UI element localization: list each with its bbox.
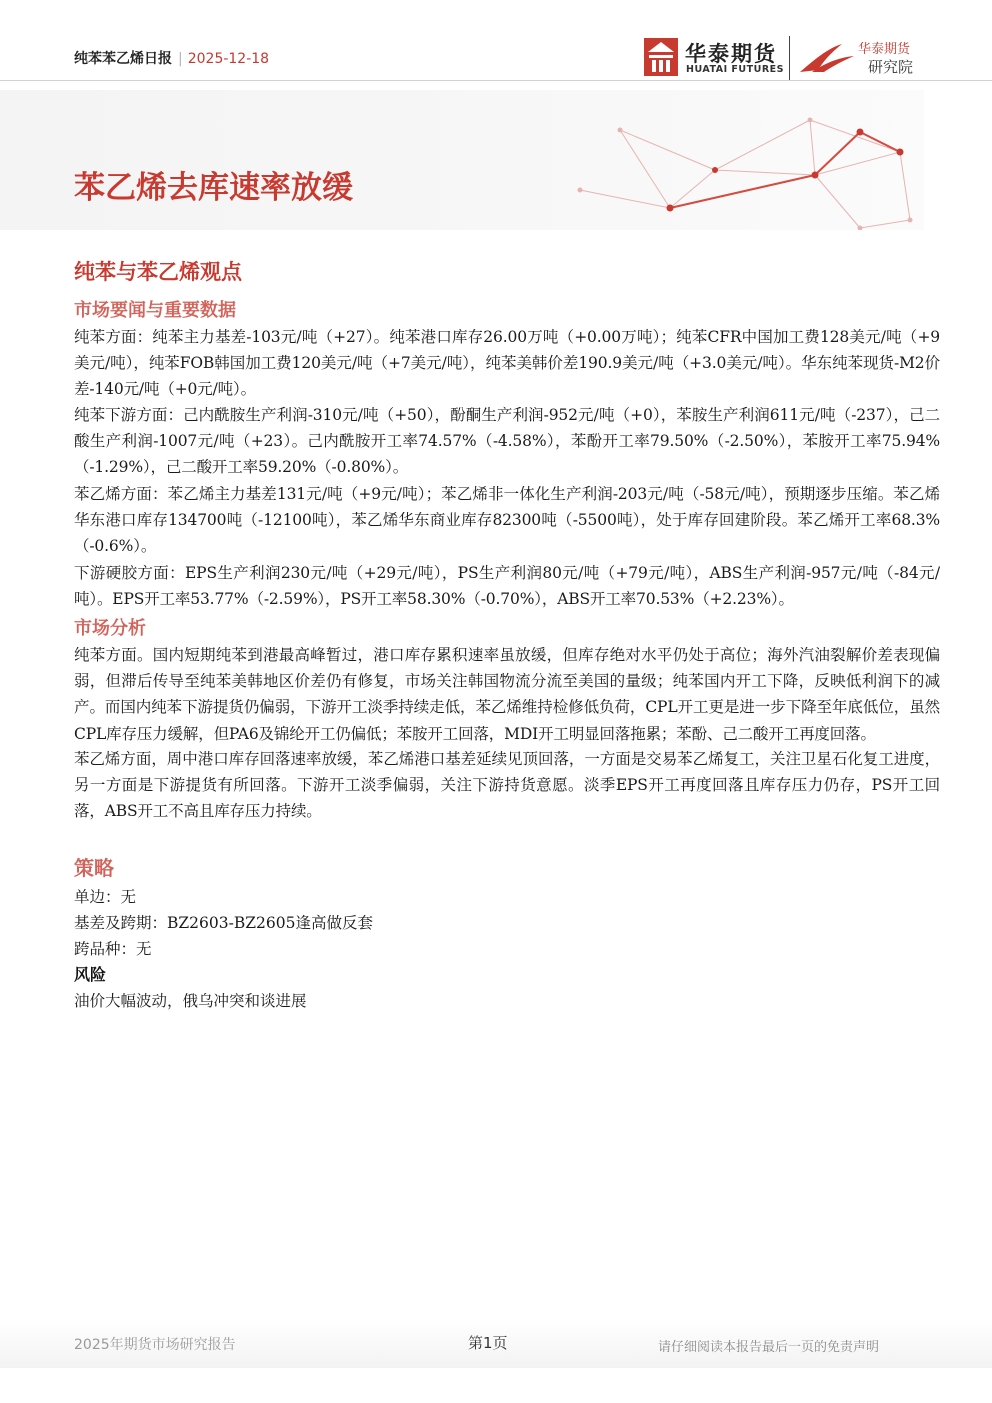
strategy-heading: 策略 xyxy=(74,856,114,880)
institute-name: 研究院 xyxy=(868,58,914,76)
news-downstream-plastics-paragraph: 下游硬胶方面：EPS生产利润230元/吨（+29元/吨），PS生产利润80元/吨（+79元/吨），ABS生产利润-957元/吨（-84元/吨）。EPS开工率53.77%（-2.59%），PS开工率58.30%（-0.70%），ABS开工率70.53%（+2.23%）。 xyxy=(74,564,940,609)
report-title: 苯乙烯去库速率放缓 xyxy=(74,170,353,206)
title-banner xyxy=(0,90,924,230)
analysis-benzene-paragraph: 纯苯方面。国内短期纯苯到港最高峰暂过，港口库存累积速率虽放缓，但库存绝对水平仍处于高位；海外汽油裂解价差表现偏弱，但滞后传导至纯苯美韩地区价差仍有修复，市场关注韩国物流分流至美国的量级；纯苯国内开工下降，反映低利润下的减产。而国内纯苯下游提货仍偏弱，下游开工淡季持续走低，苯乙烯维持检修低负荷，CPL开工更是进一步下降至年底低位，虽然CPL库存压力缓解，但PA6及锦纶开工仍偏低；苯胺开工回落，MDI开工明显回落拖累；苯酚、己二酸开工再度回落。 xyxy=(74,646,940,743)
analysis-styrene-paragraph: 苯乙烯方面，周中港口库存回落速率放缓，苯乙烯港口基差延续见顶回落，一方面是交易苯乙烯复工，关注卫星石化复工进度，另一方面是下游提货有所回落。下游开工淡季偏弱，关注下游持货意愿。淡季EPS开工再度回落且库存压力仍存，PS开工回落，ABS开工不高且库存压力持续。 xyxy=(74,750,940,821)
research-institute-logo xyxy=(798,38,928,78)
strategy-basis-spread: 基差及跨期：BZ2603-BZ2605逢高做反套 xyxy=(74,914,373,932)
market-news-heading: 市场要闻与重要数据 xyxy=(74,300,236,321)
logo-chinese-name: 华泰期货 xyxy=(685,42,777,66)
risk-heading: 风险 xyxy=(74,965,107,984)
page-number: 第1页 xyxy=(468,1334,508,1352)
network-graphic-icon xyxy=(560,90,924,230)
risk-text: 油价大幅波动，俄乌冲突和谈进展 xyxy=(74,992,307,1010)
news-benzene-downstream-paragraph: 纯苯下游方面：己内酰胺生产利润-310元/吨（+50），酚酮生产利润-952元/吨（+0），苯胺生产利润611元/吨（-237），己二酸生产利润-1007元/吨（+23）。己内酰胺开工率74.57%（-4.58%），苯酚开工率79.50%（-2.50%），苯胺开工率75.94%（-1.29%），己二酸开工率59.20%（-0.80%）。 xyxy=(74,406,940,477)
institute-brand: 华泰期货 xyxy=(858,42,911,57)
header-rule xyxy=(0,80,992,81)
news-benzene-paragraph: 纯苯方面：纯苯主力基差-103元/吨（+27）。纯苯港口库存26.00万吨（+0.00万吨）；纯苯CFR中国加工费128美元/吨（+9美元/吨），纯苯FOB韩国加工费120美元/吨（+7美元/吨），纯苯美韩价差190.9美元/吨（+3.0美元/吨）。华东纯苯现货-M2价差-140元/吨（+0元/吨）。 xyxy=(74,328,940,399)
report-date: 2025-12-18 xyxy=(187,51,270,67)
report-name: 纯苯苯乙烯日报 xyxy=(74,51,172,67)
section-title: 纯苯与苯乙烯观点 xyxy=(74,260,242,284)
logo-english-name: HUATAI FUTURES xyxy=(686,64,784,75)
footer-report-series: 2025年期货市场研究报告 xyxy=(74,1337,236,1353)
strategy-single-side: 单边：无 xyxy=(74,888,137,906)
institute-wing-icon xyxy=(798,40,860,74)
market-analysis-heading: 市场分析 xyxy=(74,618,146,639)
strategy-cross-product: 跨品种：无 xyxy=(74,940,152,958)
report-header xyxy=(74,48,269,68)
huatai-logo-icon xyxy=(644,38,678,76)
huatai-futures-logo xyxy=(644,38,784,78)
footer-disclaimer-note: 请仔细阅读本报告最后一页的免责声明 xyxy=(658,1340,880,1355)
news-styrene-paragraph: 苯乙烯方面：苯乙烯主力基差131元/吨（+9元/吨）；苯乙烯非一体化生产利润-203元/吨（-58元/吨），预期逐步压缩。苯乙烯华东港口库存134700吨（-12100吨），苯乙烯华东商业库存82300吨（-5500吨），处于库存回建阶段。苯乙烯开工率68.3%（-0.6%）。 xyxy=(74,485,940,556)
logo-divider xyxy=(789,36,790,80)
header-separator: | xyxy=(178,51,183,67)
